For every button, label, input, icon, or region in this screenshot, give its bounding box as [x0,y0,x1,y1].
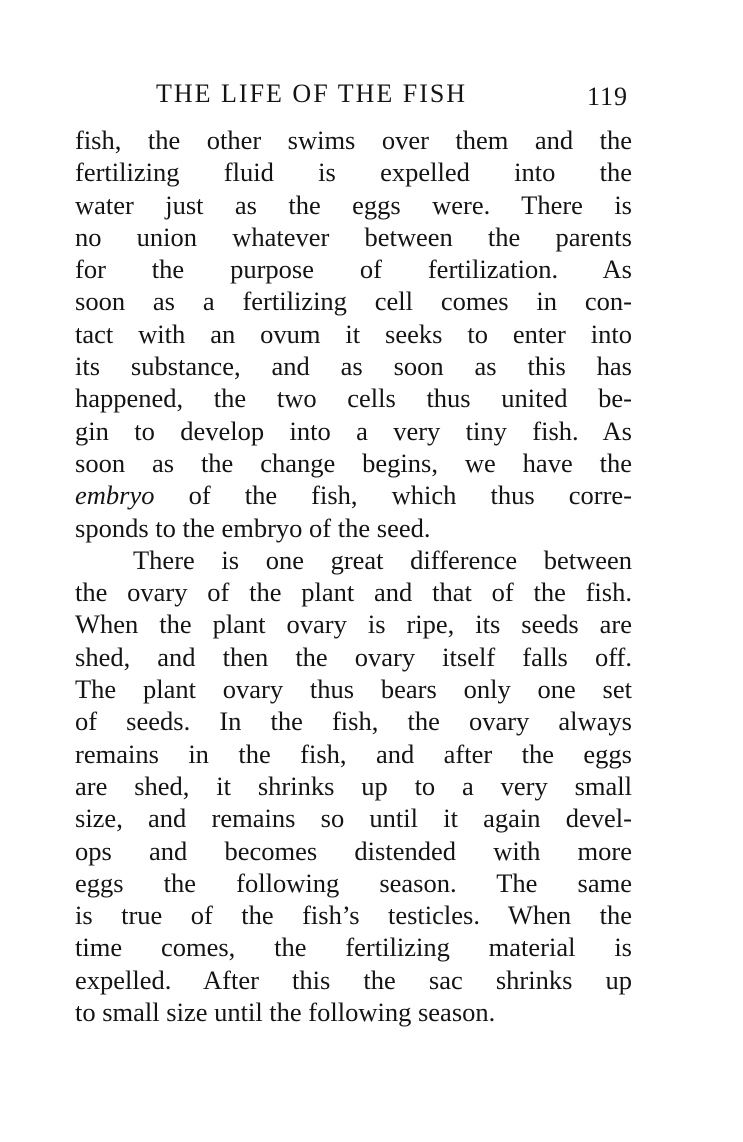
text-line: remains in the fish, and after the eggs [75,738,632,769]
text-line: shed, and then the ovary itself falls off. [75,641,632,672]
running-title: THE LIFE OF THE FISH [156,79,468,108]
text-line: happened, the two cells thus united be- [75,383,632,414]
running-head [156,74,632,114]
text-line: to small size until the following season. [75,997,496,1028]
text-line: tact with an ovum it seeks to enter into [75,318,632,349]
text-line: size, and remains so until it again devel- [75,803,632,834]
text-line-rest: of the fish, which thus corre- [154,480,632,511]
text-line: When the plant ovary is ripe, its seeds are [75,609,632,640]
body-text [75,124,632,1028]
text-line: ops and becomes distended with more [75,835,632,866]
text-line: fertilizing fluid is expelled into the [75,157,632,188]
text-line: sponds to the embryo of the seed. [75,512,431,543]
text-line: soon as a fertilizing cell comes in con- [75,286,632,317]
text-line: its substance, and as soon as this has [75,351,632,382]
text-line [75,479,632,511]
paragraph-1 [75,124,632,544]
text-line: eggs the following season. The same [75,867,632,898]
text-line: expelled. After this the sac shrinks up [75,964,632,995]
italic-term: embryo [75,480,155,511]
text-line: of seeds. In the fish, the ovary always [75,706,632,737]
text-line: no union whatever between the parents [75,221,632,252]
text-line: soon as the change begins, we have the [75,447,632,478]
text-line: The plant ovary thus bears only one set [75,674,632,705]
text-line: water just as the eggs were. There is [75,189,632,220]
page-number: 119 [586,82,628,111]
text-line: for the purpose of fertilization. As [75,254,632,285]
text-line: gin to develop into a very tiny fish. As [75,415,632,446]
text-line: are shed, it shrinks up to a very small [75,770,632,801]
text-line: There is one great difference between [133,544,632,575]
text-line: is true of the fish’s testicles. When the [75,900,632,931]
paragraph-2 [75,544,632,1028]
text-line: time comes, the fertilizing material is [75,932,632,963]
text-line: fish, the other swims over them and the [75,125,632,155]
text-line: the ovary of the plant and that of the fish. [75,577,632,608]
